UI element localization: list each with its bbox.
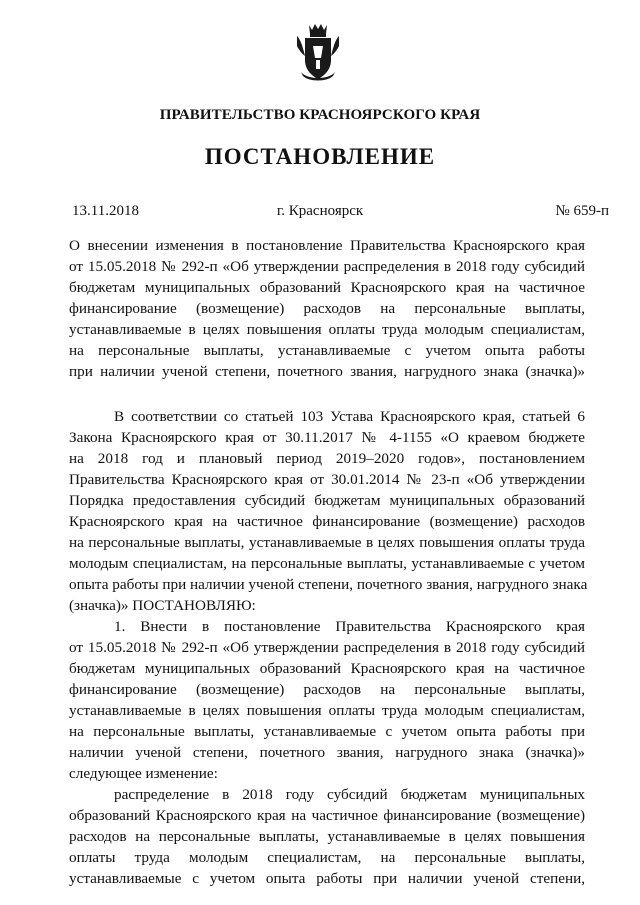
- item1-line: финансирование (возмещение) расходов на персональные выплаты,: [69, 681, 585, 698]
- change-line: устанавливаемые с учетом опыта работы при наличии ученой степени,: [69, 870, 585, 887]
- subject-line: на персональные выплаты, устанавливаемые с учетом опыта работы: [69, 342, 585, 359]
- preamble-line: на 2018 год и плановый период 2019–2020 годов», постановлением: [69, 450, 585, 467]
- preamble-line: В соответствии со статьей 103 Устава Красноярского края, статьей 6: [114, 408, 585, 425]
- document-type: ПОСТАНОВЛЕНИЕ: [204, 144, 436, 169]
- preamble-line: Порядка предоставления субсидий бюджетам муниципальных образований: [69, 492, 585, 509]
- item1-line: следующее изменение:: [69, 765, 218, 782]
- item1-line: 1. Внести в постановление Правительства Красноярского края: [114, 618, 585, 635]
- document-body: [69, 406, 588, 889]
- change-line: образований Красноярского края на частичное финансирование (возмещение): [69, 807, 585, 824]
- subject-line: О внесении изменения в постановление Правительства Красноярского края: [69, 237, 585, 254]
- item1-line: на персональные выплаты, устанавливаемые с учетом опыта работы при: [69, 723, 585, 740]
- subject-line: при наличии ученой степени, почетного звания, нагрудного знака (значка)»: [69, 363, 585, 380]
- preamble-line: молодым специалистам, на персональные выплаты, устанавливаемые с учетом: [69, 555, 585, 572]
- change-line: распределение в 2018 году субсидий бюджетам муниципальных: [114, 786, 585, 803]
- issue-date: 13.11.2018: [72, 203, 139, 219]
- preamble-line: на персональные выплаты, устанавливаемые в целях повышения оплаты труда: [69, 534, 585, 551]
- subject-line: бюджетам муниципальных образований Красноярского края на частичное: [69, 279, 585, 296]
- subject-line: от 15.05.2018 № 292-п «Об утверждении распределения в 2018 году субсидий: [69, 258, 585, 275]
- change-line: расходов на персональные выплаты, устанавливаемые в целях повышения: [69, 828, 585, 845]
- item1-line: от 15.05.2018 № 292-п «Об утверждении распределения в 2018 году субсидий: [69, 639, 585, 656]
- coat-of-arms-icon: [295, 22, 341, 82]
- government-title: ПРАВИТЕЛЬСТВО КРАСНОЯРСКОГО КРАЯ: [159, 107, 481, 123]
- item1-line: устанавливаемые в целях повышения оплаты труда молодым специалистам,: [69, 702, 585, 719]
- document-subject: [69, 235, 585, 382]
- document-number: № 659-п: [555, 203, 609, 219]
- item1-line: бюджетам муниципальных образований Красноярского края на частичное: [69, 660, 585, 677]
- preamble-line: Закона Красноярского края от 30.11.2017 № 4-1155 «О краевом бюджете: [69, 429, 585, 446]
- subject-line: финансирование (возмещение) расходов на персональные выплаты,: [69, 300, 585, 317]
- subject-line: устанавливаемые в целях повышения оплаты труда молодым специалистам,: [69, 321, 585, 338]
- issue-city: г. Красноярск: [276, 203, 364, 219]
- preamble-line: (значка)» ПОСТАНОВЛЯЮ:: [69, 597, 256, 614]
- preamble-line: опыта работы при наличии ученой степени, почетного звания, нагрудного знака: [69, 576, 588, 593]
- change-line: оплаты труда молодым специалистам, на персональные выплаты,: [69, 849, 585, 866]
- preamble-line: Красноярского края на частичное финансирование (возмещение) расходов: [69, 513, 585, 530]
- item1-line: наличии ученой степени, почетного звания, нагрудного знака (значка)»: [69, 744, 585, 761]
- preamble-line: Правительства Красноярского края от 30.01.2014 № 23-п «Об утверждении: [69, 471, 585, 488]
